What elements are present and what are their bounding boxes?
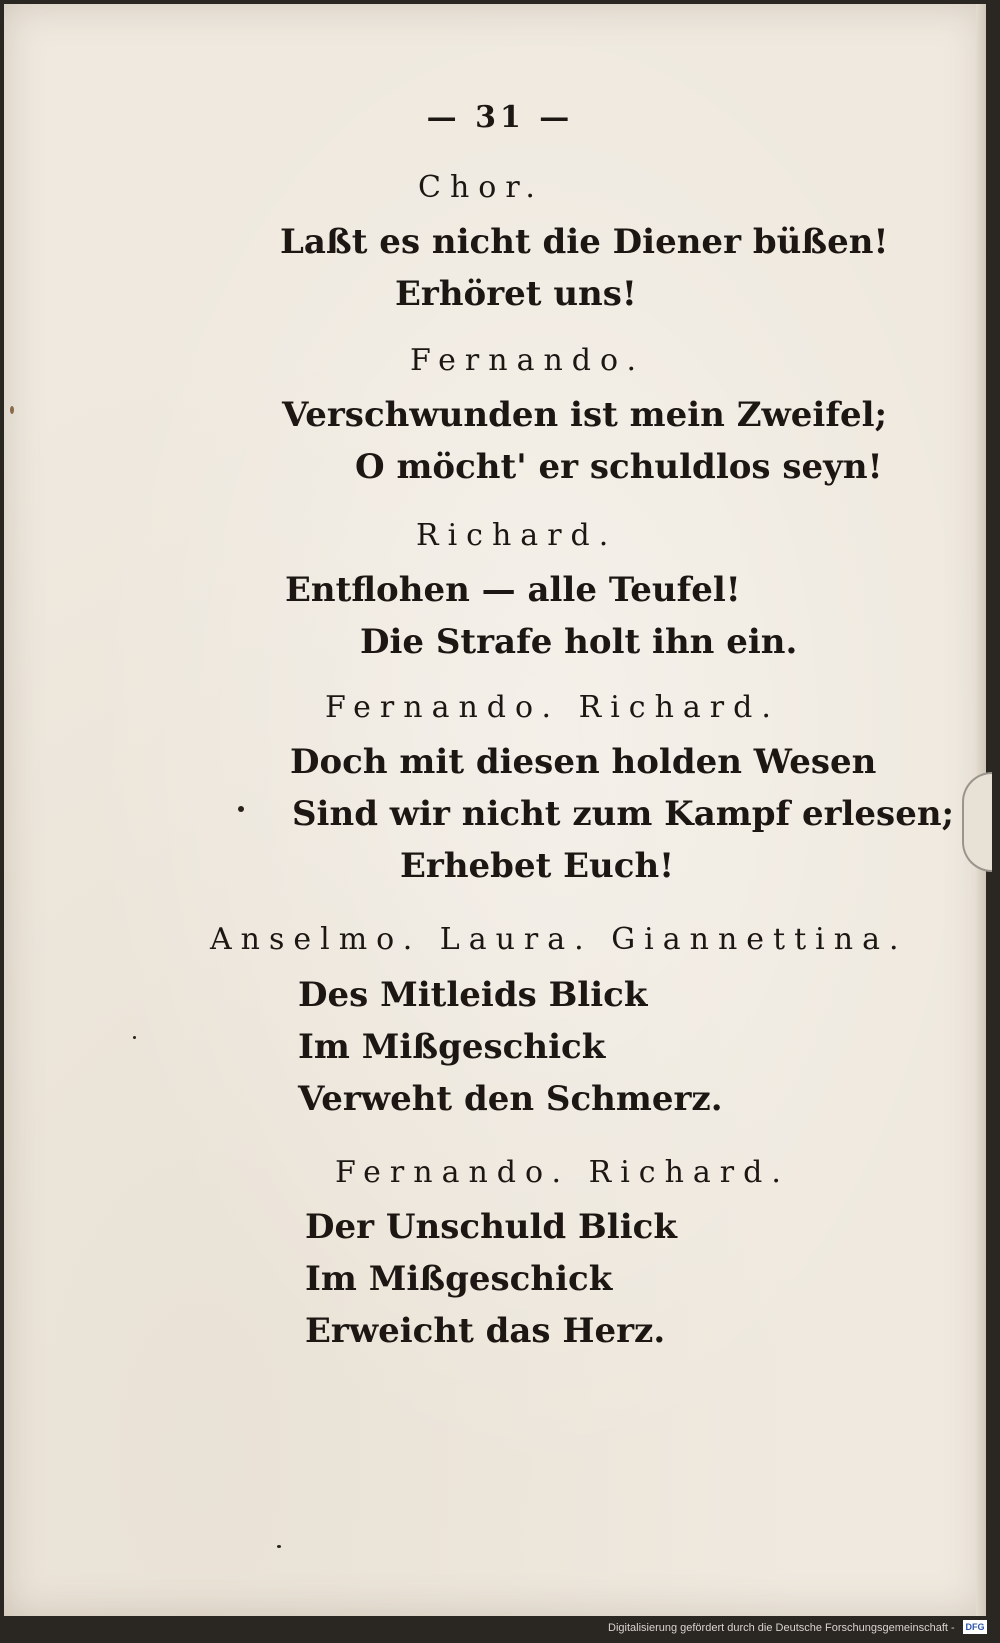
verse-line: Laßt es nicht die Diener büßen! — [280, 222, 889, 262]
verse-line: Doch mit diesen holden Wesen — [290, 742, 877, 782]
verse-line: Der Unschuld Blick — [305, 1207, 677, 1247]
verse-line: Im Mißgeschick — [305, 1259, 613, 1299]
ink-speck — [133, 1036, 136, 1039]
speaker-chor: Chor. — [418, 170, 544, 205]
digitization-credit: Digitalisierung gefördert durch die Deutsche Forschungsgemeinschaft - — [608, 1622, 955, 1634]
verse-line: O möcht' er schuldlos seyn! — [355, 447, 883, 487]
verse-line: Des Mitleids Blick — [298, 975, 648, 1015]
verse-line: Im Mißgeschick — [298, 1027, 606, 1067]
verse-line: Sind wir nicht zum Kampf erlesen; — [292, 794, 955, 834]
verse-line: Die Strafe holt ihn ein. — [360, 622, 798, 662]
verse-line: Verweht den Schmerz. — [298, 1079, 723, 1119]
verse-line: Verschwunden ist mein Zweifel; — [282, 395, 888, 435]
speaker-richard: Richard. — [416, 518, 618, 553]
verse-line: Entflohen — alle Teufel! — [285, 570, 741, 610]
speaker-fernando: Fernando. — [410, 343, 646, 378]
verse-line: Erweicht das Herz. — [305, 1311, 666, 1351]
speaker-fernando-richard: Fernando. Richard. — [325, 690, 780, 725]
page-number: — 31 — — [426, 100, 574, 135]
speaker-fernando-richard: Fernando. Richard. — [335, 1155, 790, 1190]
speaker-anselmo-laura-giannettina: Anselmo. Laura. Giannettina. — [210, 922, 908, 957]
verse-line: Erhöret uns! — [395, 274, 637, 314]
ink-speck — [238, 806, 244, 812]
verse-line: Erhebet Euch! — [400, 846, 675, 886]
paper-stain — [10, 406, 14, 414]
page-tab-marker — [962, 772, 992, 872]
dfg-logo: DFG — [963, 1620, 987, 1634]
ink-speck — [277, 1545, 281, 1548]
